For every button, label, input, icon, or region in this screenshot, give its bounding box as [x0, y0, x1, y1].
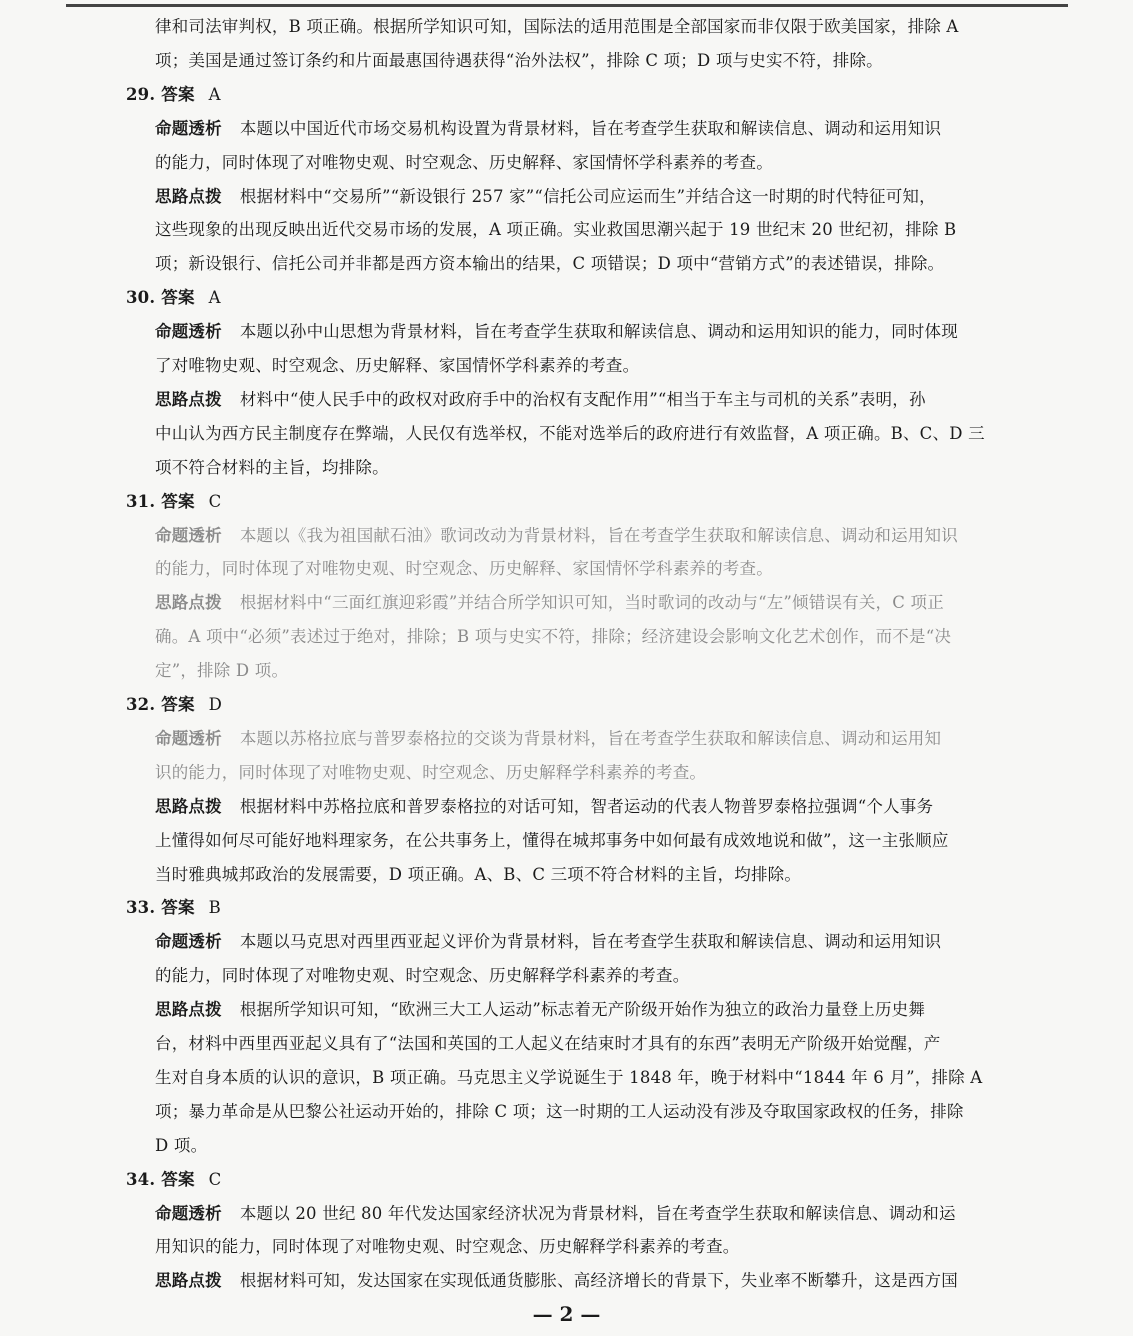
question-number: 30. 答案 [126, 288, 195, 308]
question-number: 32. 答案 [126, 695, 195, 714]
body-text: 项不符合材料的主旨，均排除。 [155, 457, 389, 477]
section-label: 命题透析 [155, 118, 222, 138]
body-text: 了对唯物史观、时空观念、历史解释、家国情怀学科素养的考查。 [155, 356, 640, 375]
text-line [155, 458, 389, 478]
body-text: 生对自身本质的认识的意识，B 项正确。马克思主义学说诞生于 1848 年，晚于材料中“1844 年 6 月”，排除 A [155, 1067, 983, 1087]
text-line [155, 424, 985, 444]
body-text: 定”，排除 D 项。 [155, 661, 289, 681]
body-text: 中山认为西方民主制度存在弊端，人民仅有选举权，不能对选举后的政府进行有效监督，A 项正确。B、C、D 三 [155, 423, 985, 443]
text-line [155, 1136, 207, 1156]
body-text: 的能力，同时体现了对唯物史观、时空观念、历史解释、家国情怀学科素养的考查。 [155, 559, 773, 579]
body-text: 的能力，同时体现了对唯物史观、时空观念、历史解释学科素养的考查。 [155, 966, 690, 986]
body-text: 项；新设银行、信托公司并非都是西方资本输出的结果，C 项错误；D 项中“营销方式”的表述错误，排除。 [155, 254, 945, 274]
answer-letter: C [208, 491, 222, 511]
section-label: 思路点拨 [155, 1271, 222, 1291]
question-number: 33. 答案 [126, 898, 195, 918]
section-line [155, 797, 933, 817]
text-line [155, 51, 883, 71]
section-label: 命题透析 [155, 322, 222, 342]
answer-letter: B [208, 898, 221, 918]
body-text: 识的能力，同时体现了对唯物史观、时空观念、历史解释学科素养的考查。 [155, 762, 707, 782]
question-number: 31. 答案 [126, 491, 195, 511]
body-text: 项；暴力革命是从巴黎公社运动开始的，排除 C 项；这一时期的工人运动没有涉及夺取国家政权的任务，排除 [155, 1101, 964, 1121]
section-label: 命题透析 [155, 525, 222, 545]
body-text: 根据所学知识可知，“欧洲三大工人运动”标志着无产阶级开始作为独立的政治力量登上历史舞 [239, 1000, 926, 1020]
section-line [155, 187, 936, 207]
text-line [155, 17, 959, 37]
answer-heading [126, 288, 221, 308]
body-text: 的能力，同时体现了对唯物史观、时空观念、历史解释、家国情怀学科素养的考查。 [155, 152, 773, 172]
body-text: 律和司法审判权，B 项正确。根据所学知识可知，国际法的适用范围是全部国家而非仅限于欧美国家，排除 A [155, 17, 959, 36]
body-text: 确。A 项中“必须”表述过于绝对，排除；B 项与史实不符，排除；经济建设会影响文化艺术创作，而不是“决 [155, 627, 952, 647]
answer-heading [126, 898, 221, 918]
body-text: 本题以 20 世纪 80 年代发达国家经济状况为背景材料，旨在考查学生获取和解读信息、调动和运 [239, 1203, 956, 1223]
body-text: 项；美国是通过签订条约和片面最惠国待遇获得“治外法权”，排除 C 项；D 项与史实不符，排除。 [155, 50, 883, 70]
section-label: 思路点拨 [155, 389, 222, 409]
section-line [155, 119, 941, 139]
text-line [155, 1068, 982, 1088]
section-label: 命题透析 [155, 932, 222, 952]
page-number: — 2 — [532, 1302, 601, 1326]
section-line [155, 593, 944, 613]
answer-letter: C [208, 1169, 222, 1189]
body-text: 材料中“使人民手中的政权对政府手中的治权有支配作用”“相当于车主与司机的关系”表明，孙 [239, 389, 926, 409]
body-text: 根据材料中苏格拉底和普罗泰格拉的对话可知，智者运动的代表人物普罗泰格拉强调“个人事务 [239, 796, 934, 816]
answer-heading [126, 1170, 221, 1190]
section-line [155, 729, 941, 749]
text-line [155, 1102, 964, 1122]
text-line [155, 356, 639, 376]
section-label: 思路点拨 [155, 796, 222, 816]
text-line [155, 661, 288, 681]
section-line [155, 526, 958, 546]
body-text: 台，材料中西里西亚起义具有了“法国和英国的工人起义在结束时才具有的东西”表明无产阶级开始觉醒，产 [155, 1034, 941, 1053]
question-number: 29. 答案 [126, 84, 195, 104]
section-line [155, 1204, 956, 1224]
body-text: 用知识的能力，同时体现了对唯物史观、时空观念、历史解释学科素养的考查。 [155, 1237, 740, 1257]
text-line [155, 153, 773, 173]
answer-heading [126, 85, 221, 105]
body-text: 当时雅典城邦政治的发展需要，D 项正确。A、B、C 三项不符合材料的主旨，均排除。 [155, 864, 802, 884]
body-text: 这些现象的出现反映出近代交易市场的发展，A 项正确。实业救国思潮兴起于 19 世纪末 20 世纪初，排除 B [155, 220, 957, 240]
question-number: 34. 答案 [126, 1169, 195, 1189]
text-line [155, 763, 706, 783]
section-label: 思路点拨 [155, 593, 222, 613]
section-line [155, 932, 941, 952]
section-label: 思路点拨 [155, 1000, 222, 1020]
section-label: 命题透析 [155, 728, 222, 748]
text-line [155, 1237, 740, 1257]
section-line [155, 322, 958, 342]
body-text: 根据材料中“三面红旗迎彩霞”并结合所学知识可知，当时歌词的改动与“左”倾错误有关，C 项正 [239, 593, 944, 613]
answer-letter: D [208, 695, 223, 714]
body-text: D 项。 [155, 1135, 208, 1155]
section-label: 命题透析 [155, 1203, 222, 1223]
section-label: 思路点拨 [155, 186, 222, 206]
body-text: 本题以《我为祖国献石油》歌词改动为背景材料，旨在考查学生获取和解读信息、调动和运用知识 [239, 525, 958, 545]
answer-heading [126, 695, 222, 715]
body-text: 上懂得如何尽可能好地料理家务，在公共事务上，懂得在城邦事务中如何最有成效地说和做”，这一主张顺应 [155, 830, 949, 850]
text-line [155, 966, 689, 986]
text-line [155, 865, 801, 885]
text-line [155, 254, 944, 274]
body-text: 根据材料可知，发达国家在实现低通货膨胀、高经济增长的背景下，失业率不断攀升，这是西方国 [239, 1271, 958, 1291]
body-text: 本题以中国近代市场交易机构设置为背景材料，旨在考查学生获取和解读信息、调动和运用知识 [239, 118, 942, 138]
section-line [155, 1000, 925, 1020]
body-text: 根据材料中“交易所”“新设银行 257 家”“信托公司应运而生”并结合这一时期的时代特征可知， [239, 186, 936, 206]
answer-letter: A [208, 84, 221, 104]
text-line [155, 627, 951, 647]
text-line [155, 831, 949, 851]
text-line [155, 220, 956, 240]
section-line [155, 390, 926, 410]
text-line [155, 1034, 940, 1054]
body-text: 本题以孙中山思想为背景材料，旨在考查学生获取和解读信息、调动和运用知识的能力，同时体现 [239, 322, 958, 342]
answer-letter: A [208, 288, 221, 308]
text-line [155, 559, 773, 579]
body-text: 本题以苏格拉底与普罗泰格拉的交谈为背景材料，旨在考查学生获取和解读信息、调动和运用知 [239, 728, 942, 748]
section-line [155, 1271, 958, 1291]
answer-heading [126, 492, 221, 512]
body-text: 本题以马克思对西里西亚起义评价为背景材料，旨在考查学生获取和解读信息、调动和运用知识 [239, 932, 942, 952]
